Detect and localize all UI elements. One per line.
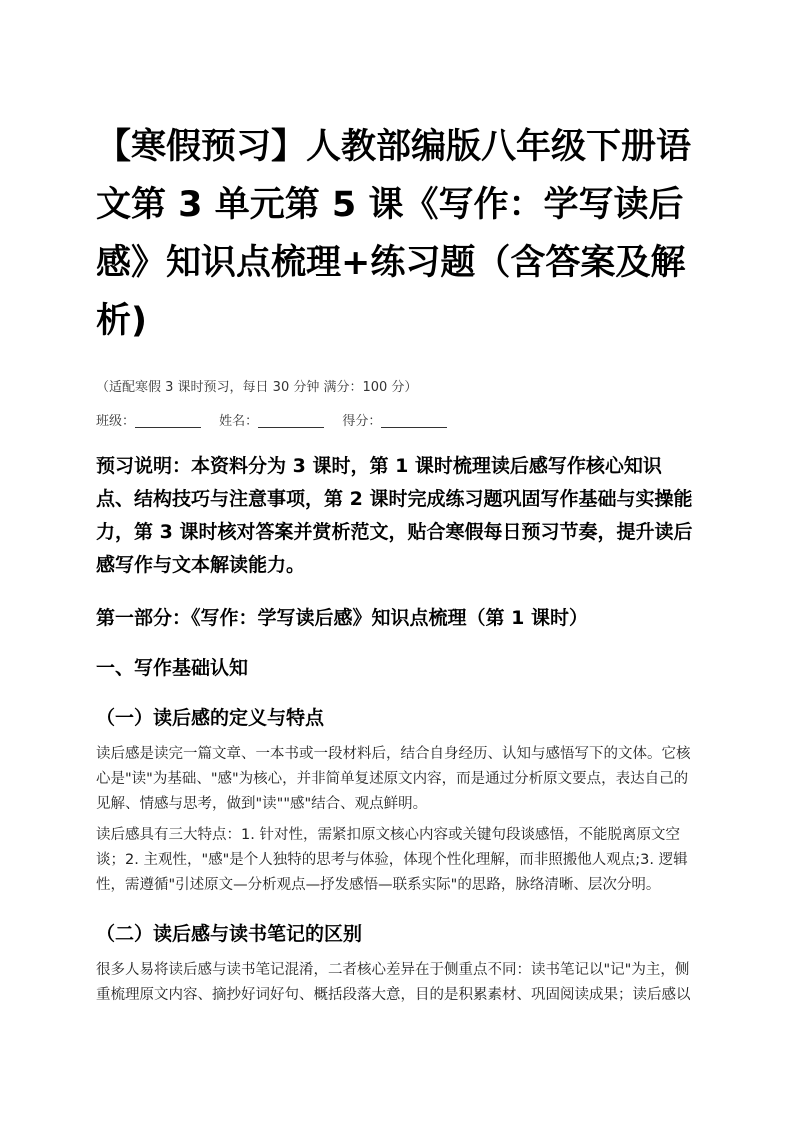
name-blank bbox=[258, 413, 324, 428]
subsection2-heading: （二）读后感与读书笔记的区别 bbox=[96, 923, 363, 945]
section1-heading: 一、写作基础认知 bbox=[96, 657, 249, 679]
subsection1-heading: （一）读后感的定义与特点 bbox=[96, 707, 325, 729]
preview-instructions: 预习说明：本资料分为 3 课时，第 1 课时梳理读后感写作核心知识点、结构技巧与注意事项，第 2 课时完成练习题巩固写作基础与实操能力，第 3 课时核对答案并赏析范文，贴合寒假每日预习节奏，提升读后感写作与文本解读能力。 bbox=[96, 455, 693, 576]
name-label: 姓名： bbox=[219, 414, 259, 429]
score-label: 得分： bbox=[342, 414, 382, 429]
document-title: 【寒假预习】人教部编版八年级下册语文第 3 单元第 5 课《写作：学写读后感》知识点梳理+练习题（含答案及解析) bbox=[96, 127, 692, 341]
subsection1-paragraph1: 读后感是读完一篇文章、一本书或一段材料后，结合自身经历、认知与感悟写下的文体。它核心是"读"为基础、"感"为核心，并非简单复述原文内容，而是通过分析原文要点，表达自己的见解、情感与思考，做到"读""感"结合、观点鲜明。 bbox=[96, 746, 691, 812]
subsection2-paragraph1: 很多人易将读后感与读书笔记混淆，二者核心差异在于侧重点不同：读书笔记以"记"为主，侧重梳理原文内容、摘抄好词好句、概括段落大意，目的是积累素材、巩固阅读成果；读后感以 bbox=[96, 962, 691, 1003]
score-blank bbox=[381, 413, 447, 428]
part1-heading: 第一部分：《写作：学写读后感》知识点梳理（第 1 课时） bbox=[96, 607, 588, 629]
document-meta: （适配寒假 3 课时预习，每日 30 分钟 满分：100 分） bbox=[96, 380, 418, 395]
class-blank bbox=[135, 413, 201, 428]
student-info-fields bbox=[96, 412, 698, 432]
subsection1-paragraph2: 读后感具有三大特点：1. 针对性，需紧扣原文核心内容或关键句段谈感悟，不能脱离原文空谈；2. 主观性，"感"是个人独特的思考与体验，体现个性化理解，而非照搬他人观点;3. 逻辑性，需遵循"引述原文—分析观点—抒发感悟—联系实际"的思路，脉络清晰、层次分明。 bbox=[96, 827, 688, 893]
class-label: 班级： bbox=[96, 414, 136, 429]
